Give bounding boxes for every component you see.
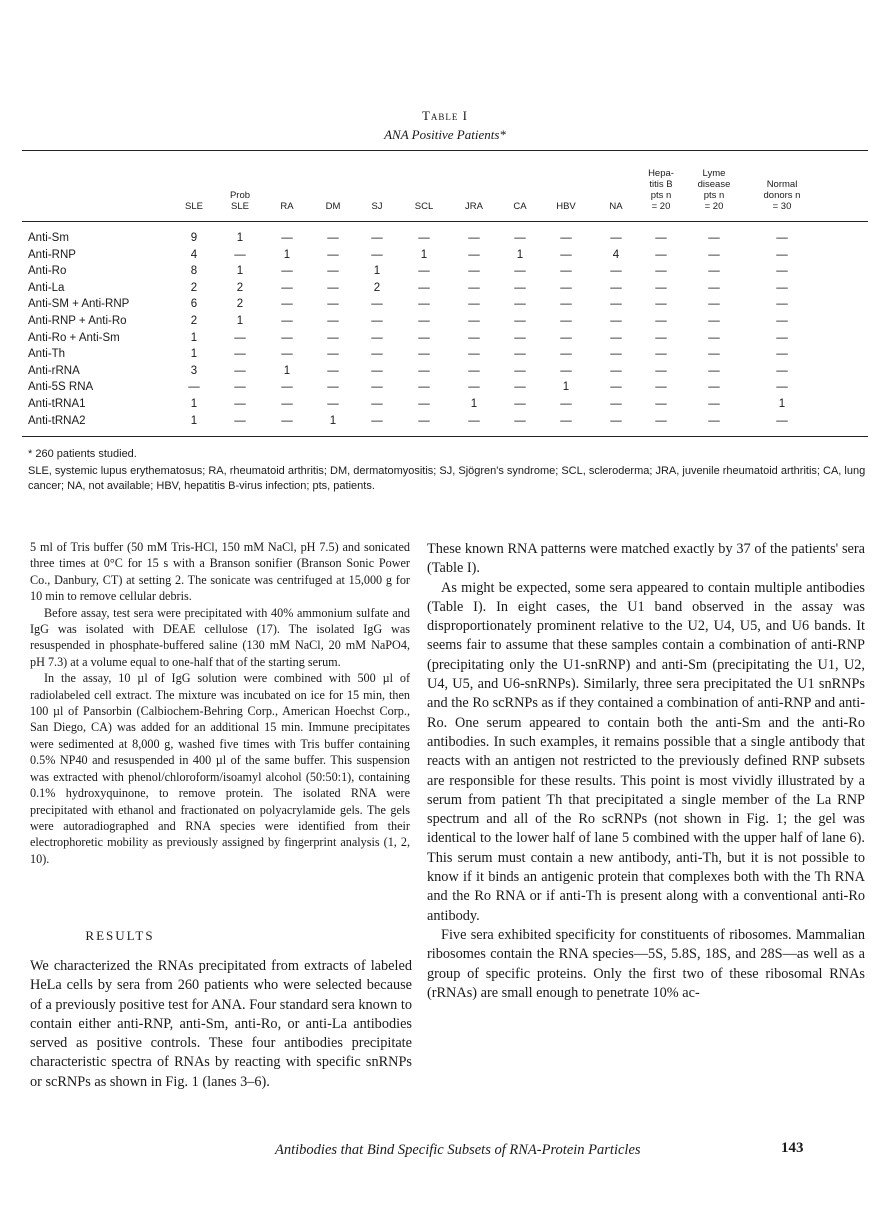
- table-cell: —: [418, 331, 430, 344]
- table-cell: —: [468, 298, 480, 311]
- column-header-line: SLE: [185, 201, 203, 212]
- table-cell: —: [418, 298, 430, 311]
- methods-paragraph: In the assay, 10 µl of IgG solution were combined with 500 µl of radiolabeled cell extract. The mixture was incubated on ice for 15 min, then 100 µl of Pansorbin (Calbiochem-Behring Corp., American Hoechst Corp., San Diego, CA) was added for an additional 15 min. Immune precipitates were sedimented at 8,000 g, washed five times with Tris buffer containing 0.5% NP40 and resuspended in 400 µl of the same buffer. This suspension was extracted with phenol/chloroform/isoamyl alcohol (50:50:1), containing 0.1% hydroxyquinone, to remove protein. The isolated RNA were precipitated with ethanol and fractionated on polyacrylamide gels. The gels were autoradiographed and RNA species were identified from their electrophoretic mobility as previously assigned by fingerprint analysis (1, 2, 10).: [30, 671, 410, 866]
- table-cell: —: [281, 381, 293, 394]
- table-cell: 2: [190, 315, 198, 327]
- table-cell: —: [371, 248, 383, 261]
- table-cell: 1: [562, 381, 570, 394]
- table-cell: —: [281, 281, 293, 294]
- column-header-line: SCL: [414, 201, 434, 212]
- table-cell: —: [234, 364, 246, 377]
- table-cell: —: [610, 265, 622, 278]
- table-cell: —: [708, 281, 720, 294]
- column-header: [689, 168, 739, 212]
- table-cell: —: [371, 414, 383, 427]
- methods-paragraph: 5 ml of Tris buffer (50 mM Tris-HCl, 150 mM NaCl, pH 7.5) and sonicated three times at 0°C for 15 s with a Branson sonifier (Branson Sonic Power Co., Danbury, CT) at setting 2. The sonicate was centrifuged at 15,000 g for 10 min to remove cellular debris.: [30, 540, 410, 604]
- table-cell: —: [560, 398, 572, 410]
- column-header: [352, 201, 402, 212]
- table-row-label: Anti-rRNA: [28, 364, 80, 377]
- column-header-line: HBV: [556, 201, 576, 212]
- table-cell: —: [776, 331, 788, 344]
- table-row-label: Anti-Sm: [28, 232, 69, 244]
- table-cell: —: [234, 414, 246, 427]
- table-cell: 9: [190, 232, 198, 244]
- table-cell: —: [560, 265, 572, 278]
- table-cell: —: [468, 232, 480, 244]
- table-row-label: Anti-Ro: [28, 265, 67, 278]
- column-header: [262, 201, 312, 212]
- table-cell: —: [776, 414, 788, 427]
- table-cell: —: [776, 265, 788, 278]
- table-cell: —: [655, 298, 667, 311]
- table-cell: —: [514, 298, 526, 311]
- table-cell: —: [776, 381, 788, 394]
- table-cell: —: [418, 232, 430, 244]
- table-cell: —: [655, 414, 667, 427]
- table-cell: —: [468, 381, 480, 394]
- table-cell: 4: [190, 248, 198, 261]
- table-cell: —: [708, 414, 720, 427]
- table-cell: —: [655, 248, 667, 261]
- table-cell: —: [234, 398, 246, 410]
- table-cell: —: [418, 281, 430, 294]
- table-cell: —: [776, 348, 788, 361]
- table-cell: —: [327, 265, 339, 278]
- table-cell: —: [610, 331, 622, 344]
- table-cell: —: [234, 248, 246, 261]
- body-paragraph: As might be expected, some sera appeared to contain multiple antibodies (Table I). In eight cases, the U1 band observed in the assay was disproportionately prominent relative to the U2, U4, U5, and U6 bands. It seems fair to assume that these samples contain a combination of anti-RNP (precipitating only the U1-snRNP) and anti-Sm (precipitating the U1, U2, U4, U5, and U6-snRNPs). Similarly, three sera precipitated the U1 snRNPs and the Ro scRNPs as if they contained a combination of anti-RNP and anti-Ro. One serum appeared to contain both the anti-Sm and the anti-Ro antibodies. In such examples, it remains possible that a single antibody that reacts with an antigen not restricted to the previously defined RNP subsets are responsible for these results. This point is most vividly illustrated by a serum from patient Th that precipitated a single member of the La RNP spectrum and all of the Ro scRNPs (not shown in Fig. 1; the gel was identical to the lower half of lane 5 combined with the upper half of lane 6). This serum must contain a new antibody, anti-Th, but it is not possible to know if it binds an antigenic protein that complexes both with the Th RNA and the Ro RNA or if anti-Th is present along with a conventional anti-Ro antibody.: [427, 579, 865, 924]
- table-cell: —: [655, 364, 667, 377]
- table-cell: 2: [236, 281, 244, 294]
- table-cell: —: [655, 232, 667, 244]
- table-cell: —: [327, 381, 339, 394]
- table-cell: —: [708, 364, 720, 377]
- table-cell: —: [514, 414, 526, 427]
- table-cell: —: [371, 331, 383, 344]
- table-cell: —: [708, 348, 720, 361]
- table-cell: —: [418, 381, 430, 394]
- column-header-line: NA: [609, 201, 623, 212]
- column-header-line: DM: [325, 201, 341, 212]
- table-cell: —: [188, 381, 200, 394]
- results-text: [30, 957, 412, 1092]
- table-cell: —: [776, 248, 788, 261]
- table-cell: —: [708, 298, 720, 311]
- table-cell: —: [514, 331, 526, 344]
- methods-text: [30, 539, 410, 867]
- table-cell: —: [708, 248, 720, 261]
- column-header-line: SLE: [231, 201, 249, 212]
- table-cell: 8: [190, 265, 198, 278]
- table-cell: —: [468, 348, 480, 361]
- table-cell: —: [468, 364, 480, 377]
- table-cell: 1: [283, 248, 291, 261]
- table-label: Table I: [421, 108, 469, 123]
- table-cell: 1: [190, 331, 198, 344]
- table-cell: —: [610, 414, 622, 427]
- table-cell: —: [514, 315, 526, 327]
- table-cell: —: [234, 331, 246, 344]
- table-cell: —: [371, 364, 383, 377]
- table-cell: —: [560, 281, 572, 294]
- table-cell: —: [327, 398, 339, 410]
- table-cell: —: [560, 315, 572, 327]
- column-header-line: = 20: [651, 201, 671, 212]
- body-paragraph: Five sera exhibited specificity for constituents of ribosomes. Mammalian ribosomes contain the RNA species—5S, 5.8S, 18S, and 28S—as well as a group of specific proteins. Only the first two of these ribosomal RNAs (rRNAs) are small enough to penetrate 10% ac-: [427, 926, 865, 1001]
- column-header-line: = 20: [704, 201, 724, 212]
- column-header: [399, 201, 449, 212]
- table-cell: —: [560, 232, 572, 244]
- table-cell: —: [610, 281, 622, 294]
- table-cell: 1: [516, 248, 524, 261]
- table-cell: —: [610, 364, 622, 377]
- table-cell: —: [468, 281, 480, 294]
- table-cell: —: [655, 348, 667, 361]
- table-cell: —: [371, 348, 383, 361]
- table-cell: —: [610, 298, 622, 311]
- column-header: [757, 179, 807, 212]
- table-cell: —: [776, 281, 788, 294]
- table-cell: —: [514, 398, 526, 410]
- table-row-label: Anti-SM + Anti-RNP: [28, 298, 130, 311]
- column-header-line: pts n: [650, 190, 672, 201]
- table-cell: 4: [612, 248, 620, 261]
- table-cell: —: [281, 398, 293, 410]
- table-cell: 1: [190, 348, 198, 361]
- column-header-line: JRA: [465, 201, 483, 212]
- table-cell: —: [418, 364, 430, 377]
- column-header: [215, 190, 265, 212]
- column-header-line: pts n: [703, 190, 725, 201]
- table-row-label: Anti-Ro + Anti-Sm: [28, 331, 120, 344]
- table-bottom-rule: [22, 436, 868, 437]
- table-cell: —: [560, 348, 572, 361]
- body-paragraph: These known RNA patterns were matched exactly by 37 of the patients' sera (Table I).: [427, 541, 865, 577]
- table-cell: 1: [420, 248, 428, 261]
- table-cell: —: [371, 298, 383, 311]
- table-cell: —: [655, 398, 667, 410]
- table-cell: 2: [373, 281, 381, 294]
- table-cell: —: [281, 414, 293, 427]
- table-cell: 1: [236, 315, 244, 327]
- table-cell: —: [281, 232, 293, 244]
- table-cell: —: [708, 331, 720, 344]
- table-cell: —: [776, 315, 788, 327]
- page-number: 143: [781, 1140, 804, 1156]
- table-cell: 1: [373, 265, 381, 278]
- table-cell: —: [327, 232, 339, 244]
- column-header-line: Normal: [766, 179, 798, 190]
- table-cell: —: [514, 265, 526, 278]
- table-cell: —: [655, 331, 667, 344]
- table-cell: 3: [190, 364, 198, 377]
- table-cell: —: [708, 265, 720, 278]
- table-cell: —: [514, 281, 526, 294]
- column-header: [591, 201, 641, 212]
- running-footer: Antibodies that Bind Specific Subsets of RNA-Protein Particles: [275, 1142, 641, 1158]
- table-cell: —: [655, 265, 667, 278]
- table-cell: —: [468, 248, 480, 261]
- table-cell: —: [776, 232, 788, 244]
- table-cell: —: [610, 232, 622, 244]
- table-cell: —: [281, 265, 293, 278]
- table-cell: —: [468, 331, 480, 344]
- table-cell: —: [514, 364, 526, 377]
- column-header: [308, 201, 358, 212]
- column-header: [541, 201, 591, 212]
- table-cell: —: [418, 398, 430, 410]
- table-cell: —: [655, 315, 667, 327]
- table-cell: —: [655, 281, 667, 294]
- column-header-line: donors n: [763, 190, 801, 201]
- table-cell: 1: [283, 364, 291, 377]
- table-cell: —: [281, 315, 293, 327]
- methods-paragraph: Before assay, test sera were precipitated with 40% ammonium sulfate and IgG was isolated with DEAE cellulose (17). The isolated IgG was resuspended in phosphate-buffered saline (130 mM NaCl, 20 mM NaPO4, pH 7.3) at a volume equal to one-half that of the starting serum.: [30, 605, 410, 669]
- table-cell: —: [281, 298, 293, 311]
- table-cell: —: [418, 315, 430, 327]
- column-header-line: Lyme: [702, 168, 726, 179]
- column-header: [449, 201, 499, 212]
- table-row-label: Anti-tRNA2: [28, 414, 86, 427]
- table-cell: —: [776, 364, 788, 377]
- table-cell: —: [371, 232, 383, 244]
- table-cell: 1: [190, 414, 198, 427]
- column-header: [636, 168, 686, 212]
- table-cell: —: [560, 364, 572, 377]
- table-cell: —: [560, 414, 572, 427]
- table-cell: 1: [236, 232, 244, 244]
- table-cell: —: [327, 331, 339, 344]
- column-header-line: Prob: [229, 190, 251, 201]
- table-cell: —: [327, 364, 339, 377]
- table-cell: 1: [236, 265, 244, 278]
- table-cell: —: [281, 331, 293, 344]
- column-header-line: SJ: [371, 201, 383, 212]
- table-cell: —: [327, 315, 339, 327]
- column-header-line: titis B: [649, 179, 673, 190]
- table-cell: —: [514, 381, 526, 394]
- column-header: [495, 201, 545, 212]
- table-cell: —: [468, 414, 480, 427]
- table-cell: —: [610, 381, 622, 394]
- table-row-label: Anti-tRNA1: [28, 398, 86, 410]
- table-cell: —: [418, 265, 430, 278]
- table-row-label: Anti-Th: [28, 348, 66, 361]
- table-header-rule: [22, 221, 868, 222]
- table-cell: 1: [470, 398, 478, 410]
- table-cell: 1: [190, 398, 198, 410]
- table-row-label: Anti-RNP + Anti-Ro: [28, 315, 127, 327]
- table-cell: —: [468, 265, 480, 278]
- table-row-label: Anti-5S RNA: [28, 381, 94, 394]
- table-footnote-abbreviations: SLE, systemic lupus erythematosus; RA, rheumatoid arthritis; DM, dermatomyositis; SJ, Sjögren's syndrome; SCL, scleroderma; JRA, juvenile rheumatoid arthritis; CA, lung cancer; NA, not available; HBV, hepatitis B-virus infection; pts, patients.: [28, 465, 866, 492]
- table-cell: —: [327, 348, 339, 361]
- column-header-line: = 30: [772, 201, 792, 212]
- table-cell: —: [708, 315, 720, 327]
- table-cell: 2: [236, 298, 244, 311]
- table-cell: —: [708, 232, 720, 244]
- column-header-line: disease: [697, 179, 731, 190]
- table-cell: 6: [190, 298, 198, 311]
- table-cell: —: [610, 348, 622, 361]
- column-header: [169, 201, 219, 212]
- table-cell: —: [234, 348, 246, 361]
- table-cell: —: [560, 248, 572, 261]
- table-cell: —: [708, 398, 720, 410]
- table-row-label: Anti-La: [28, 281, 65, 294]
- table-cell: —: [610, 315, 622, 327]
- table-cell: —: [708, 381, 720, 394]
- table-cell: —: [327, 298, 339, 311]
- table-cell: —: [281, 348, 293, 361]
- column-header-line: Hepa-: [648, 168, 674, 179]
- table-cell: —: [418, 414, 430, 427]
- table-row-label: Anti-RNP: [28, 248, 76, 261]
- column-header-line: RA: [280, 201, 294, 212]
- results-paragraph: We characterized the RNAs precipitated from extracts of labeled HeLa cells by sera from 260 patients who were selected because of a previously positive test for ANA. Four standard sera known to contain either anti-RNP, anti-Sm, anti-Ro, or anti-La antibodies served as positive controls. These four antibodies precipitate characteristic spectra of RNAs by reacting with specific snRNPs or scRNPs as shown in Fig. 1 (lanes 3–6).: [30, 958, 412, 1090]
- table-cell: —: [468, 315, 480, 327]
- table-cell: —: [418, 348, 430, 361]
- table-cell: —: [610, 398, 622, 410]
- table-top-rule: [22, 150, 868, 151]
- table-footnote-star: * 260 patients studied.: [28, 448, 137, 460]
- table-cell: —: [560, 298, 572, 311]
- table-cell: 1: [329, 414, 337, 427]
- table-cell: —: [371, 381, 383, 394]
- table-cell: —: [655, 381, 667, 394]
- table-cell: —: [371, 315, 383, 327]
- table-cell: —: [776, 298, 788, 311]
- table-cell: —: [560, 331, 572, 344]
- table-cell: —: [514, 232, 526, 244]
- right-column-text: [427, 540, 865, 1003]
- results-heading: RESULTS: [85, 928, 155, 943]
- table-cell: 1: [778, 398, 786, 410]
- column-header-line: CA: [513, 201, 527, 212]
- table-cell: —: [327, 281, 339, 294]
- table-title: ANA Positive Patients*: [384, 127, 506, 142]
- table-cell: —: [234, 381, 246, 394]
- table-cell: —: [327, 248, 339, 261]
- table-cell: —: [514, 348, 526, 361]
- table-cell: 2: [190, 281, 198, 294]
- table-cell: —: [371, 398, 383, 410]
